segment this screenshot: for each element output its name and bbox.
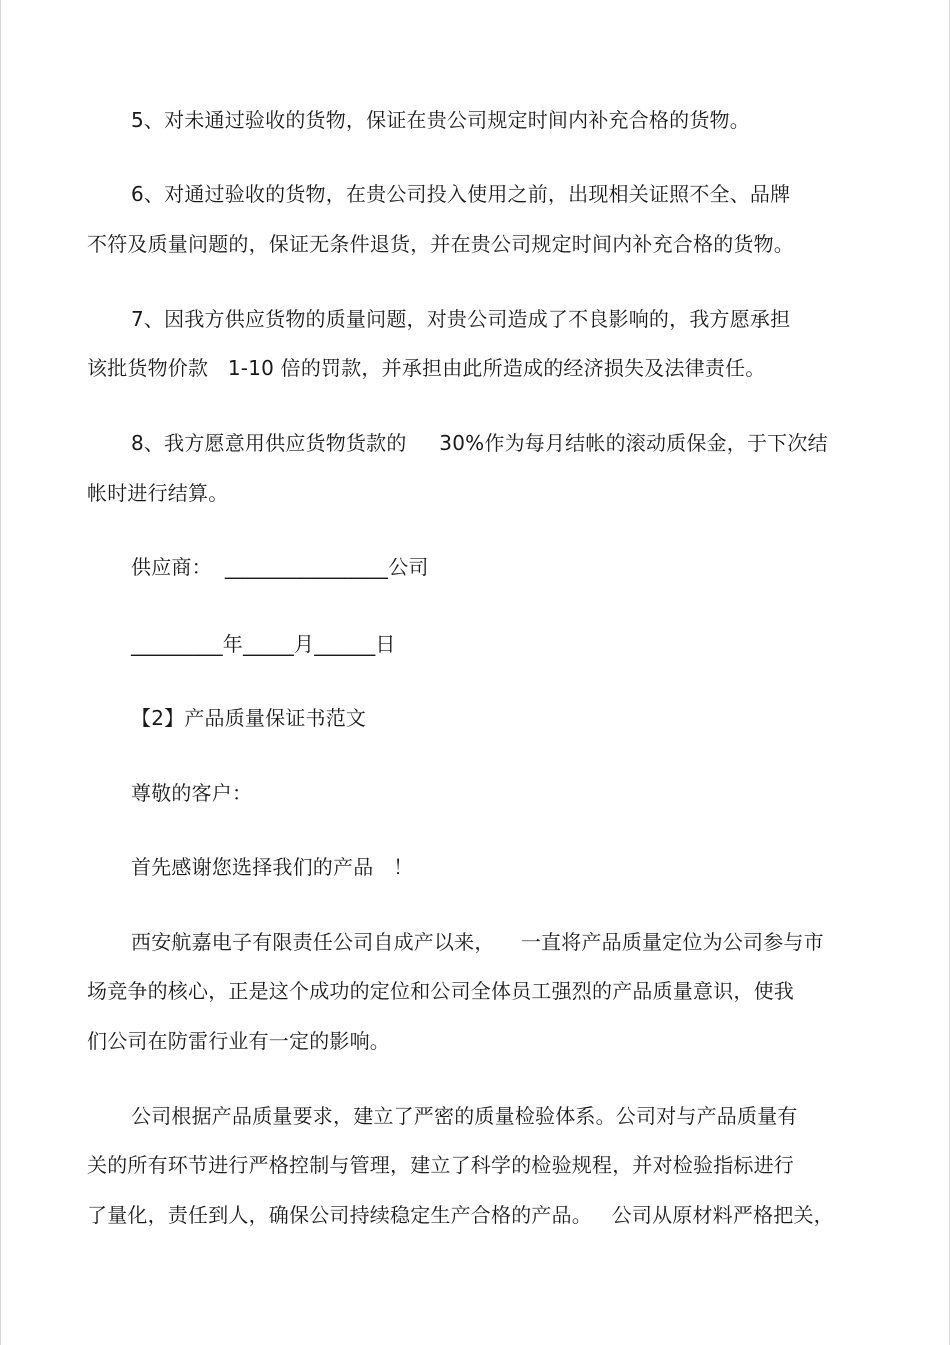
clause-7-line-2: 该批货物价款 1-10 倍的罚款，并承担由此所造成的经济损失及法律责任。 <box>87 356 766 380</box>
paragraph-1-line-1: 西安航嘉电子有限责任公司自成产以来， 一直将产品质量定位为公司参与市 <box>131 930 824 954</box>
clause-6-line-2: 不符及质量问题的，保证无条件退货，并在贵公司规定时间内补充合格的货物。 <box>87 232 794 256</box>
paragraph-2-line-1: 公司根据产品质量要求，建立了严密的质量检验体系。公司对与产品质量有 <box>131 1104 798 1128</box>
paragraph-1-line-3: 们公司在防雷行业有一定的影响。 <box>87 1029 390 1053</box>
paragraph-2-line-2: 关的所有环节进行严格控制与管理，建立了科学的检验规程，并对检验指标进行 <box>87 1153 794 1177</box>
supplier-signature-line: 供应商： ________________公司 <box>131 555 429 579</box>
clause-8-line-1: 8、我方愿意用供应货物货款的 30%作为每月结帐的滚动质保金，于下次结 <box>131 431 828 455</box>
salutation: 尊敬的客户： <box>131 781 253 805</box>
thanks-line: 首先感谢您选择我们的产品 ！ <box>131 855 414 879</box>
clause-8-line-2: 帐时进行结算。 <box>87 481 229 505</box>
clause-5: 5、对未通过验收的货物，保证在贵公司规定时间内补充合格的货物。 <box>131 108 750 132</box>
clause-6-line-1: 6、对通过验收的货物，在贵公司投入使用之前，出现相关证照不全、品牌 <box>131 182 791 206</box>
date-line: _________年_____月______日 <box>131 632 396 656</box>
clause-7-line-1: 7、因我方供应货物的质量问题，对贵公司造成了不良影响的，我方愿承担 <box>131 307 791 331</box>
paragraph-2-line-3: 了量化，责任到人，确保公司持续稳定生产合格的产品。 公司从原材料严格把关， <box>87 1203 834 1227</box>
paragraph-1-line-2: 场竞争的核心，正是这个成功的定位和公司全体员工强烈的产品质量意识，使我 <box>87 979 794 1003</box>
section-heading: 【2】产品质量保证书范文 <box>131 706 367 730</box>
